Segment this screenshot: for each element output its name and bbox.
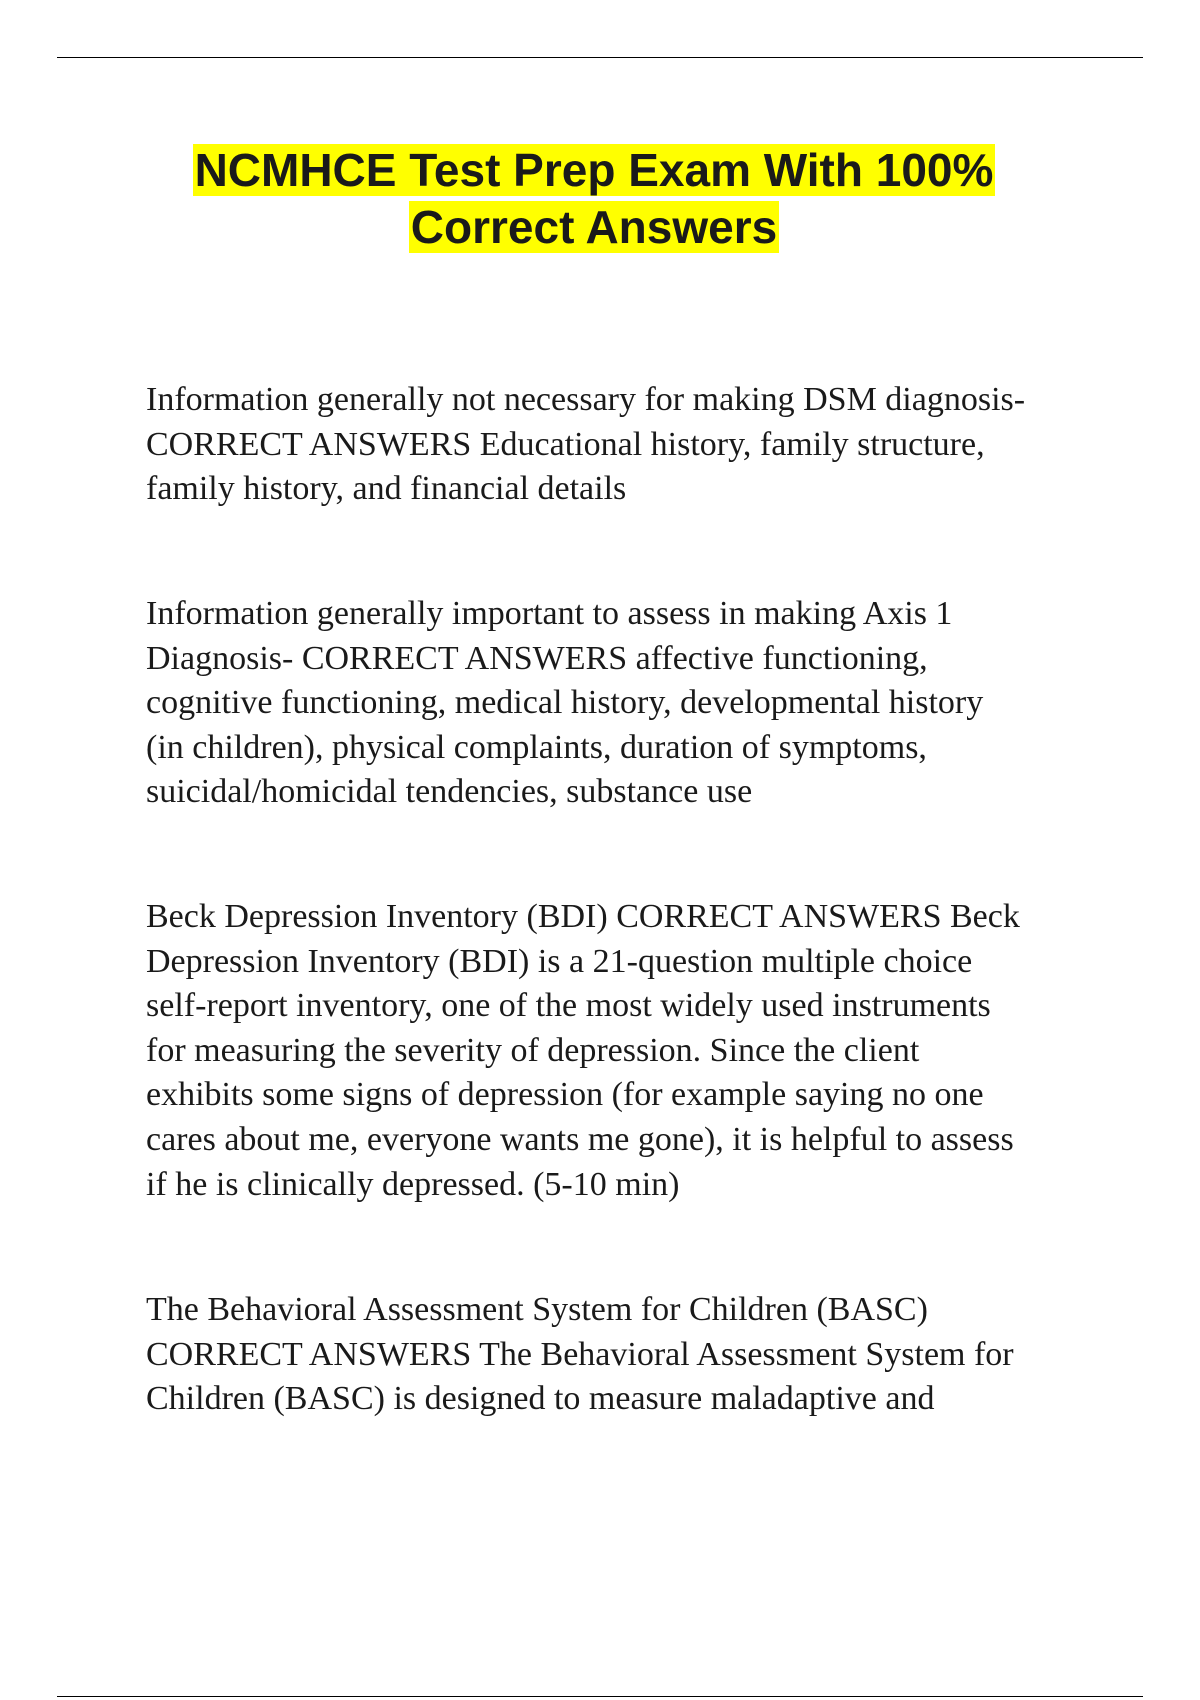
text-line: family history, and financial details (146, 470, 627, 508)
text-line: Information generally not necessary for making DSM diagnosis- (146, 381, 1026, 418)
text-line: CORRECT ANSWERS The Behavioral Assessment System for (146, 1335, 1014, 1373)
qa-paragraph-axis1-important (146, 592, 1146, 815)
text-line: Beck Depression Inventory (BDI) CORRECT ANSWERS Beck (146, 898, 1020, 935)
text-line: Children (BASC) is designed to measure maladaptive and (146, 1380, 935, 1418)
document-title (0, 142, 1188, 256)
top-rule (57, 57, 1143, 58)
qa-paragraph-beck-depression-inventory (146, 895, 1146, 1207)
title-line-2: Correct Answers (410, 201, 778, 253)
text-line: suicidal/homicidal tendencies, substance use (146, 773, 753, 811)
text-line: cognitive functioning, medical history, developmental history (146, 684, 984, 722)
text-line: The Behavioral Assessment System for Children (BASC) (146, 1291, 928, 1328)
text-line: (in children), physical complaints, duration of symptoms, (146, 728, 927, 766)
text-line: CORRECT ANSWERS Educational history, family structure, (146, 425, 985, 463)
text-line: Depression Inventory (BDI) is a 21-question multiple choice (146, 942, 973, 980)
text-line: Diagnosis- CORRECT ANSWERS affective functioning, (146, 639, 928, 677)
bottom-rule (57, 1696, 1143, 1697)
text-line: exhibits some signs of depression (for example saying no one (146, 1076, 984, 1114)
title-line-1: NCMHCE Test Prep Exam With 100% (194, 144, 994, 196)
qa-paragraph-basc (146, 1288, 1146, 1422)
qa-paragraph-dsm-not-necessary (146, 378, 1146, 512)
text-line: cares about me, everyone wants me gone), it is helpful to assess (146, 1120, 1014, 1158)
text-line: for measuring the severity of depression. Since the client (146, 1031, 920, 1069)
text-line: self-report inventory, one of the most widely used instruments (146, 987, 991, 1025)
text-line: if he is clinically depressed. (5-10 min) (146, 1165, 680, 1203)
text-line: Information generally important to assess in making Axis 1 (146, 595, 953, 632)
